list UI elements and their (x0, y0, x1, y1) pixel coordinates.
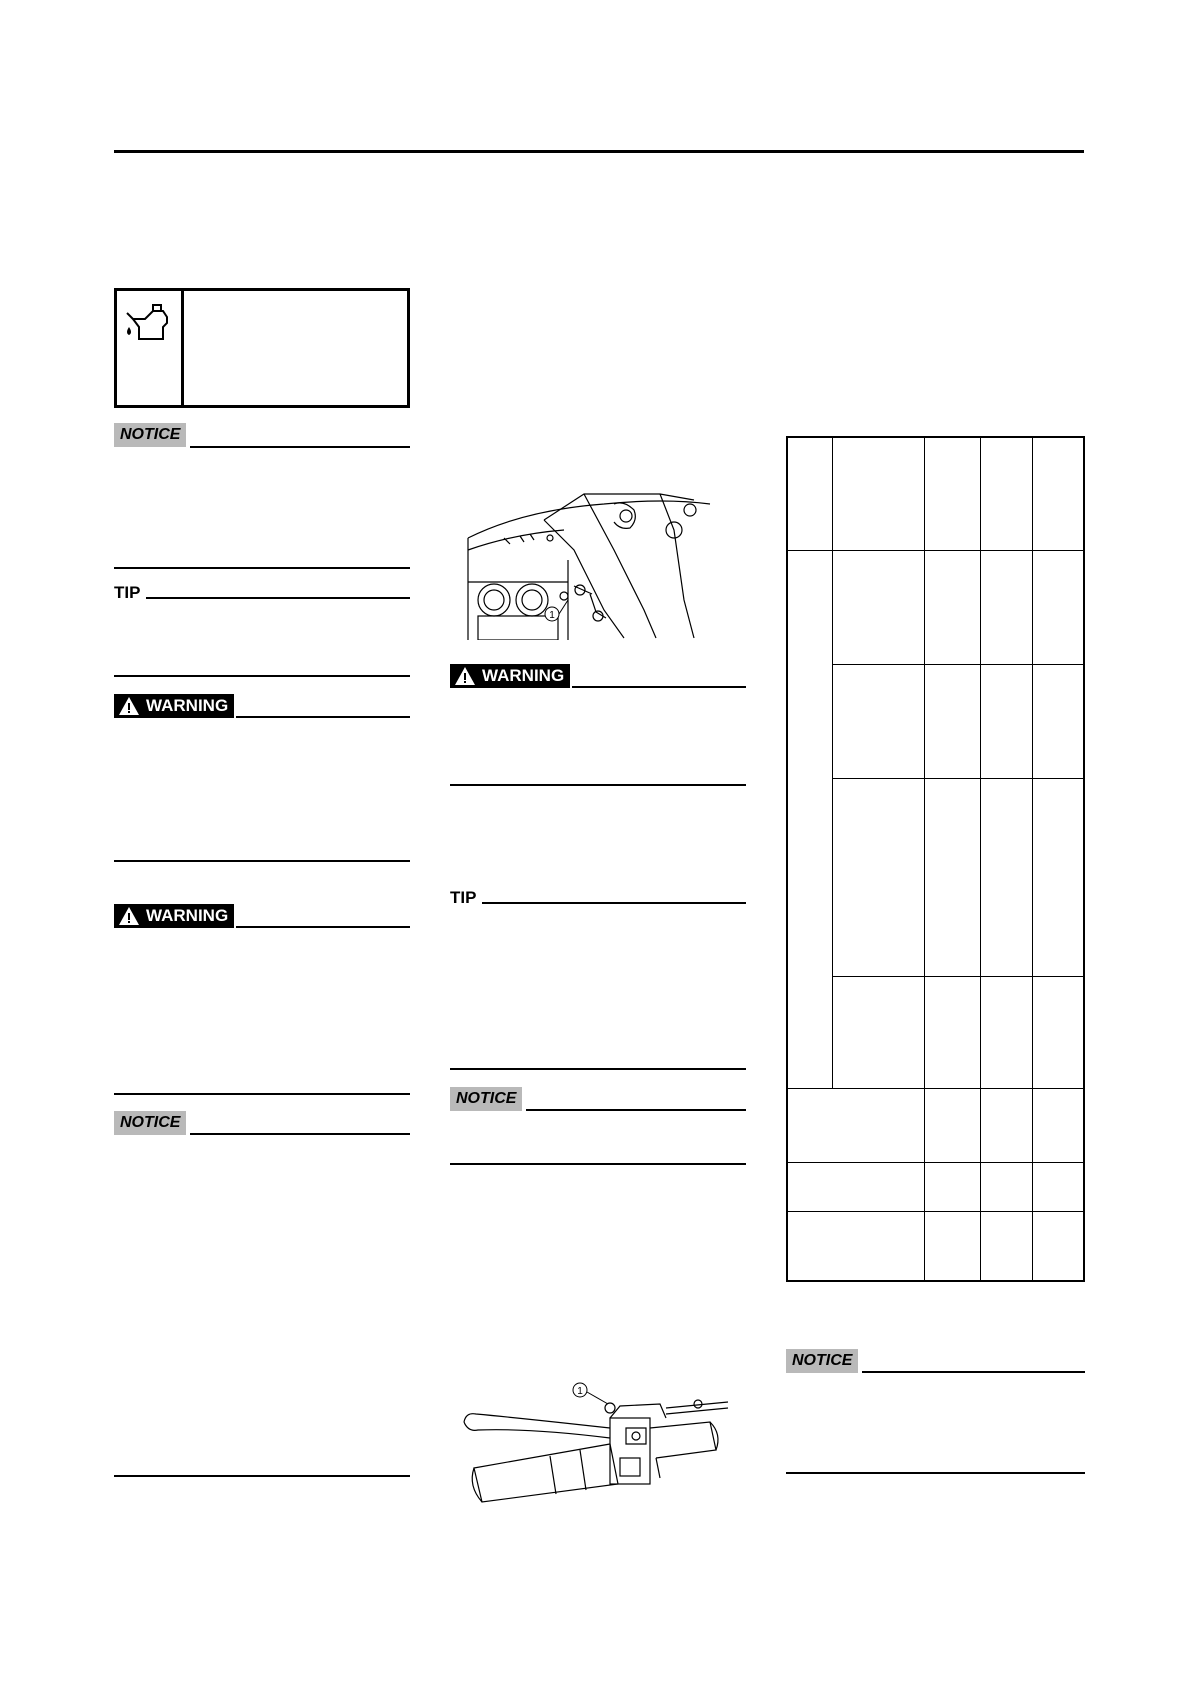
notice-rule (862, 1371, 1085, 1373)
table-border-left (786, 436, 788, 1282)
warning-rule (572, 686, 746, 688)
warning-rule (236, 716, 410, 718)
header-rule (114, 150, 1084, 153)
warning-triangle-icon (118, 906, 140, 926)
warning-badge (450, 664, 570, 688)
table-row-divider (786, 1162, 1085, 1163)
table-col-divider (832, 436, 833, 1088)
warning-badge (114, 904, 234, 928)
section-end-rule (114, 675, 410, 677)
section-end-rule (786, 1472, 1085, 1474)
warning-label: WARNING (482, 666, 565, 685)
warning-rule (236, 926, 410, 928)
oil-spec-icon-cell (117, 291, 184, 405)
notice-rule (190, 1133, 410, 1135)
table-border-top (786, 436, 1085, 438)
section-end-rule (450, 784, 746, 786)
table-col-divider (924, 436, 925, 1282)
notice-rule (190, 446, 410, 448)
section-end-rule (114, 860, 410, 862)
table-row-divider (786, 550, 1085, 551)
notice-badge: NOTICE (114, 423, 186, 447)
lever-grip-illustration (460, 1378, 730, 1508)
tip-rule (146, 597, 410, 599)
warning-triangle-icon (118, 696, 140, 716)
notice-rule (526, 1109, 746, 1111)
engine-illustration (464, 490, 714, 640)
oil-can-icon (123, 297, 177, 351)
section-end-rule (450, 1163, 746, 1165)
table-row-divider (786, 1088, 1085, 1089)
engine-callout-number: 1 (549, 610, 555, 621)
notice-badge: NOTICE (786, 1349, 858, 1373)
lever-callout-number: 1 (577, 1386, 583, 1397)
table-border-right (1083, 436, 1085, 1282)
warning-label: WARNING (146, 906, 229, 925)
section-end-rule (114, 1093, 410, 1095)
section-end-rule (114, 1475, 410, 1477)
table-row-divider (832, 976, 1085, 977)
warning-label: WARNING (146, 696, 229, 715)
warning-badge (114, 694, 234, 718)
table-col-divider (980, 436, 981, 1282)
tip-label: TIP (450, 888, 477, 907)
notice-badge: NOTICE (114, 1111, 186, 1135)
table-row-divider (832, 778, 1085, 779)
section-end-rule (114, 567, 410, 569)
notice-badge: NOTICE (450, 1087, 522, 1111)
tip-label: TIP (114, 583, 141, 602)
oil-spec-box (114, 288, 410, 408)
warning-triangle-icon (454, 666, 476, 686)
tip-rule (482, 902, 746, 904)
section-end-rule (450, 1068, 746, 1070)
table-row-divider (786, 1211, 1085, 1212)
table-border-bottom (786, 1280, 1085, 1282)
table-row-divider (832, 664, 1085, 665)
table-col-divider (1032, 436, 1033, 1282)
spec-table (786, 436, 1085, 1282)
